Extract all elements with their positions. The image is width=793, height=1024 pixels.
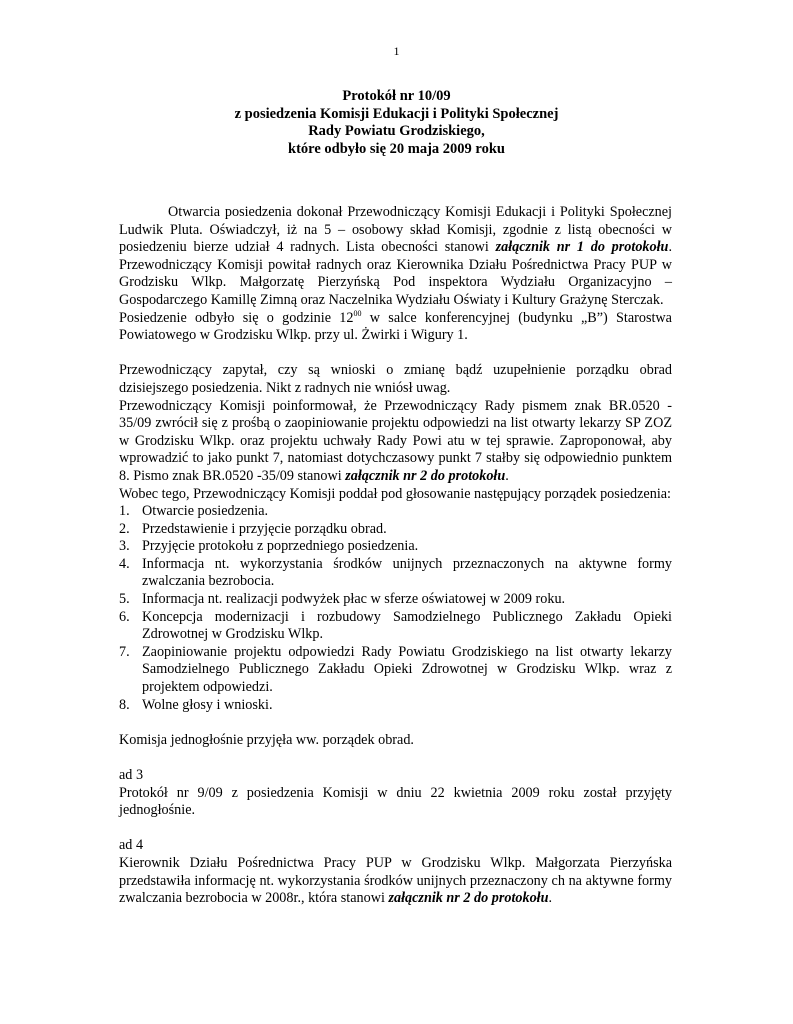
title-line-3: Rady Powiatu Grodziskiego, bbox=[308, 123, 485, 139]
agenda-item: 2. Przedstawienie i przyjęcie porządku obrad. bbox=[119, 520, 387, 537]
opening-paragraph: Otwarcia posiedzenia dokonał Przewodniczący Komisji Edukacji i Polityki Społecznej Ludwik Pluta. Oświadczył, iż na 5 – osobowy skład Komisji, zgodnie z listą obecności w posiedzeniu bierze udział 4 radnych. Lista obecności stanowi załącznik nr 1 do protokołu. Przewodniczący Komisji powitał radnych oraz Kierownika Działu Pośrednictwa Pracy PUP w Grodzisku Wlkp. Małgorzatę Pierzyńską Pod inspektora Wydziału Organizacyjno – Gospodarczego Kamillę Zimną oraz Naczelnika Wydziału Oświaty i Kultury Grażynę Sterczak. bbox=[119, 204, 672, 308]
title-line-4: które odbyło się 20 maja 2009 roku bbox=[288, 140, 505, 157]
agenda-item: 5. Informacja nt. realizacji podwyżek płac w sferze oświatowej w 2009 roku. bbox=[119, 591, 566, 608]
title-line-2: z posiedzenia Komisji Edukacji i Polityki Społecznej bbox=[234, 105, 559, 122]
ad3-heading: ad 3 bbox=[119, 767, 144, 783]
vote-paragraph: Wobec tego, Przewodniczący Komisji poddał pod głosowanie następujący porządek posiedzenia: bbox=[119, 485, 671, 502]
agenda-item: 4. Informacja nt. wykorzystania środków unijnych przeznaczonych na aktywne formy zwalczania bezrobocia. bbox=[119, 555, 672, 590]
agenda-accepted-paragraph: Komisja jednogłośnie przyjęła ww. porządek obrad. bbox=[119, 731, 414, 748]
ad3-paragraph: Protokół nr 9/09 z posiedzenia Komisji w dniu 22 kwietnia 2009 roku został przyjęty jednogłośnie. bbox=[119, 784, 672, 819]
ad4-paragraph: Kierownik Działu Pośrednictwa Pracy PUP w Grodzisku Wlkp. Małgorzata Pierzyńska przedstawiła informację nt. wykorzystania środków unijnych przeznaczony ch na aktywne formy zwalczania bezrobocia w 2008r., która stanowi załącznik nr 2 do protokołu. bbox=[119, 854, 672, 907]
meeting-time-paragraph: Posiedzenie odbyło się o godzinie $12^{00}$ w salce konferencyjnej (budynku „B”) Starostwa Powiatowego w Grodzisku Wlkp. przy ul. Żwirki i Wigury 1. bbox=[119, 308, 672, 344]
agenda-list bbox=[119, 503, 672, 714]
agenda-item: 1. Otwarcie posiedzenia. bbox=[119, 503, 269, 520]
attachment-reference: załącznik nr 2 do protokołu bbox=[345, 467, 506, 484]
title-line-1: Protokół nr 10/09 bbox=[342, 88, 451, 104]
motions-paragraph: Przewodniczący zapytał, czy są wnioski o zmianę bądź uzupełnienie porządku obrad dzisiejszego posiedzenia. Nikt z radnych nie wniósł uwag. bbox=[119, 362, 672, 396]
chairman-info-paragraph: Przewodniczący Komisji poinformował, że Przewodniczący Rady pismem znak BR.0520 - 35/09 zwrócił się z prośbą o zaopiniowanie projektu odpowiedzi na list otwarty lekarzy SP ZOZ w Grodzisku Wlkp. oraz projektu uchwały Rady Powi atu w tej sprawie. Zaproponował, aby wprowadzić to jako punkt 7, natomiast dotychczasowy punkt 7 stałby się odpowiednio punktem 8. Pismo znak BR.0520 -35/09 stanowi załącznik nr 2 do protokołu. bbox=[119, 397, 672, 484]
agenda-item: 8. Wolne głosy i wnioski. bbox=[119, 696, 273, 713]
document-title bbox=[0, 88, 793, 158]
agenda-item: 3. Przyjęcie protokołu z poprzedniego posiedzenia. bbox=[119, 538, 419, 555]
agenda-item: 6. Koncepcja modernizacji i rozbudowy Samodzielnego Publicznego Zakładu Opieki Zdrowotnej w Grodzisku Wlkp. bbox=[119, 608, 672, 643]
attachment-reference: załącznik nr 1 do protokołu bbox=[495, 239, 669, 256]
attachment-reference: załącznik nr 2 do protokołu bbox=[388, 890, 549, 907]
document-body bbox=[119, 204, 672, 908]
agenda-item: 7. Zaopiniowanie projektu odpowiedzi Rady Powiatu Grodziskiego na list otwarty lekarzy Samodzielnego Publicznego Zakładu Opieki Zdrowotnej w Grodzisku Wlkp. wraz z projektem odpowiedzi. bbox=[119, 643, 672, 696]
ad4-heading: ad 4 bbox=[119, 837, 144, 854]
page-number: 1 bbox=[393, 44, 400, 58]
